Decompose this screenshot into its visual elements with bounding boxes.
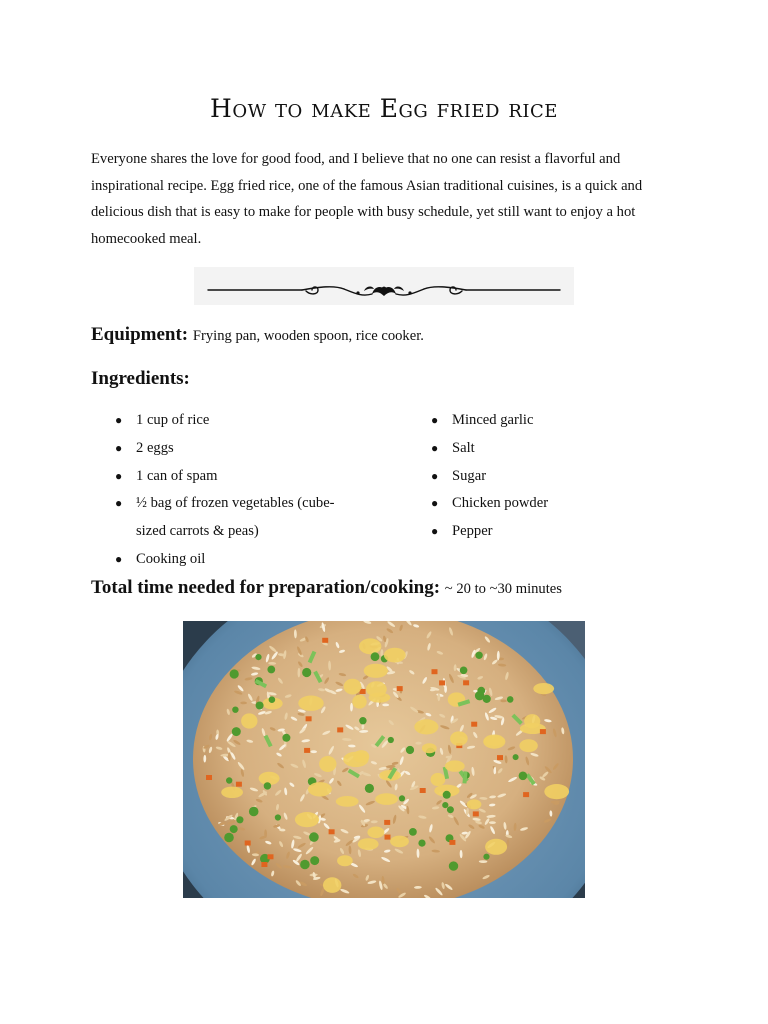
- list-item: [91, 407, 361, 435]
- equipment-label: Equipment:: [91, 324, 189, 345]
- ingredient-text: 2 eggs: [136, 439, 174, 456]
- ingredient-text: 1 can of spam: [136, 467, 218, 484]
- ingredients-list-right: [407, 407, 657, 546]
- bullet-icon: ●: [431, 524, 439, 539]
- equipment-line: [91, 324, 424, 346]
- bullet-icon: ●: [431, 413, 439, 427]
- bullet-icon: ●: [115, 496, 123, 511]
- ingredient-text: Cooking oil: [136, 550, 206, 567]
- bullet-icon: ●: [115, 413, 123, 427]
- list-item: [407, 407, 657, 435]
- ingredient-text: Salt: [452, 439, 475, 456]
- ingredients-heading: Ingredients:: [91, 368, 190, 389]
- ingredient-text: Pepper: [452, 523, 493, 540]
- bullet-icon: ●: [431, 468, 439, 483]
- list-item: [91, 490, 351, 546]
- total-time-value: ~ 20 to ~30 minutes: [444, 581, 562, 597]
- ingredient-text: 1 cup of rice: [136, 412, 210, 428]
- bullet-icon: ●: [431, 496, 439, 511]
- list-item: [407, 463, 657, 491]
- fried-rice-photo: [183, 621, 585, 898]
- bullet-icon: ●: [115, 440, 123, 455]
- bullet-icon: ●: [431, 440, 439, 455]
- ingredient-text: ½ bag of frozen vegetables (cube-sized carrots & peas): [136, 495, 335, 540]
- list-item: [407, 435, 657, 463]
- equipment-value: Frying pan, wooden spoon, rice cooker.: [192, 328, 424, 344]
- ingredient-text: Chicken powder: [452, 495, 549, 512]
- total-time-line: [91, 577, 562, 599]
- bullet-icon: ●: [115, 551, 123, 566]
- ingredients-list-left: [91, 407, 361, 574]
- list-item: [91, 463, 361, 491]
- page-title: How to make Egg fried rice: [210, 94, 558, 123]
- ornamental-divider-icon: [194, 267, 574, 305]
- total-time-label: Total time needed for preparation/cooking:: [91, 577, 441, 598]
- bullet-icon: ●: [115, 468, 123, 483]
- ingredient-text: Sugar: [452, 467, 487, 484]
- intro-paragraph: Everyone shares the love for good food, and I believe that no one can resist a flavorful and inspirational recipe. Egg fried rice, one of the famous Asian traditional cuisines, is a quick and delicious dish that is easy to make for people with busy schedule, yet still want to enjoy a hot homecooked meal.: [91, 151, 643, 247]
- ingredient-text: Minced garlic: [452, 412, 534, 428]
- list-item: [91, 546, 361, 574]
- list-item: [407, 490, 657, 518]
- list-item: [91, 435, 361, 463]
- list-item: [407, 518, 657, 546]
